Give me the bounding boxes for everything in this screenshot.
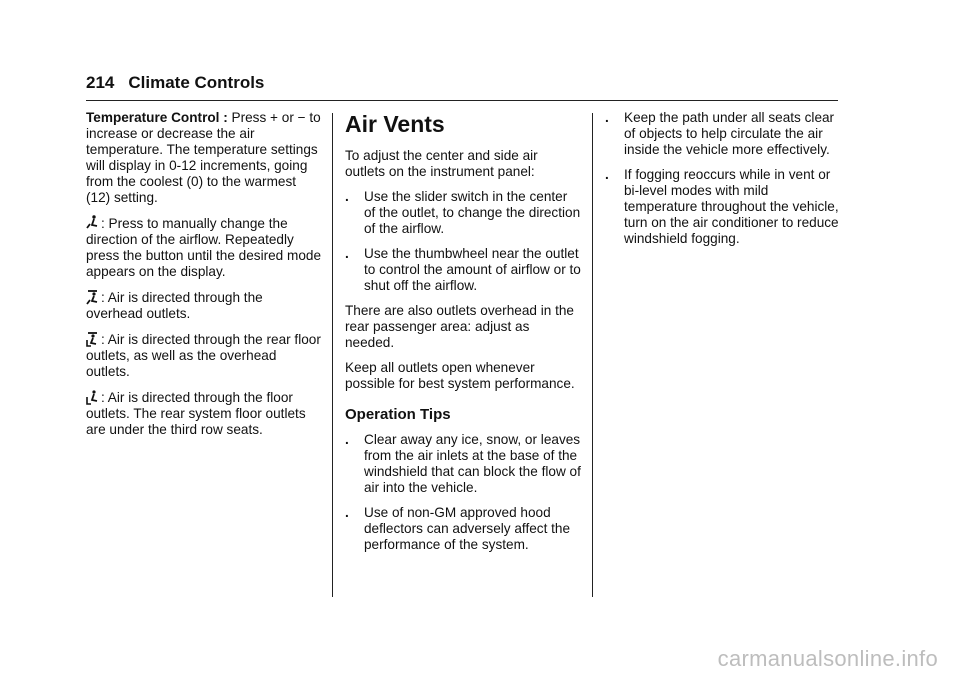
floor-mode-icon [86, 389, 99, 405]
overhead-mode-paragraph [86, 289, 322, 322]
outlets-open-paragraph: Keep all outlets open whenever possible for best system performance. [345, 360, 575, 391]
air-vents-heading: Air Vents [345, 111, 445, 137]
bullet-marker: . [605, 110, 609, 125]
section-title: Climate Controls [128, 73, 265, 92]
operation-tips-list-continued [605, 110, 841, 247]
air-vents-intro: To adjust the center and side air outlets on the instrument panel: [345, 148, 538, 179]
list-item: . Use the thumbwheel near the outlet to control the amount of airflow or to shut off the airflow. [345, 246, 581, 293]
temperature-control-label: Temperature Control : [86, 110, 228, 125]
bullet-marker: . [345, 432, 349, 447]
bullet-marker: . [345, 246, 349, 261]
list-item: . Clear away any ice, snow, or leaves from the air inlets at the base of the windshield that can block the flow of air into the vehicle. [345, 432, 581, 495]
floor-mode-paragraph [86, 389, 322, 438]
bullet-marker: . [605, 167, 609, 182]
operation-tips-heading: Operation Tips [345, 406, 451, 423]
list-item: . Keep the path under all seats clear of objects to help circulate the air inside the vehicle more effectively. [605, 110, 835, 157]
overhead-mode-text: : Air is directed through the overhead outlets. [86, 290, 263, 321]
column-3 [605, 110, 841, 256]
bullet-marker: . [345, 505, 349, 520]
temperature-control-paragraph [86, 110, 322, 206]
temperature-control-text: Press + or − to increase or decrease the air temperature. The temperature settings will display in 0-12 increments, going from the coolest (0) to the warmest (12) setting. [86, 110, 321, 205]
watermark: carmanualsonline.info [717, 646, 938, 671]
bilevel-mode-icon [86, 331, 99, 347]
list-item: . Use the slider switch in the center of the outlet, to change the direction of the airflow. [345, 189, 581, 236]
airflow-mode-icon [86, 215, 99, 231]
list-item: . If fogging reoccurs while in vent or bi-level modes with mild temperature throughout the vehicle, turn on the air conditioner to reduce windshield fogging. [605, 167, 839, 246]
floor-mode-text: : Air is directed through the floor outlets. The rear system floor outlets are under the third row seats. [86, 390, 306, 437]
page-header [86, 72, 838, 101]
bilevel-mode-text: : Air is directed through the rear floor outlets, as well as the overhead outlets. [86, 332, 321, 379]
overhead-outlets-paragraph: There are also outlets overhead in the rear passenger area: adjust as needed. [345, 303, 574, 350]
airflow-mode-paragraph [86, 215, 322, 280]
vent-mode-icon [86, 289, 99, 305]
bullet-marker: . [345, 189, 349, 204]
air-vents-list [345, 189, 581, 294]
page-number: 214 [86, 73, 115, 92]
list-item: . Use of non-GM approved hood deflectors can adversely affect the performance of the system. [345, 505, 571, 552]
column-2 [345, 110, 581, 562]
column-divider [592, 113, 593, 597]
column-divider [332, 113, 333, 597]
airflow-mode-text: : Press to manually change the direction of the airflow. Repeatedly press the button until the desired mode appears on the display. [86, 216, 322, 279]
column-1 [86, 110, 322, 447]
bilevel-mode-paragraph [86, 331, 322, 380]
operation-tips-list [345, 432, 581, 553]
